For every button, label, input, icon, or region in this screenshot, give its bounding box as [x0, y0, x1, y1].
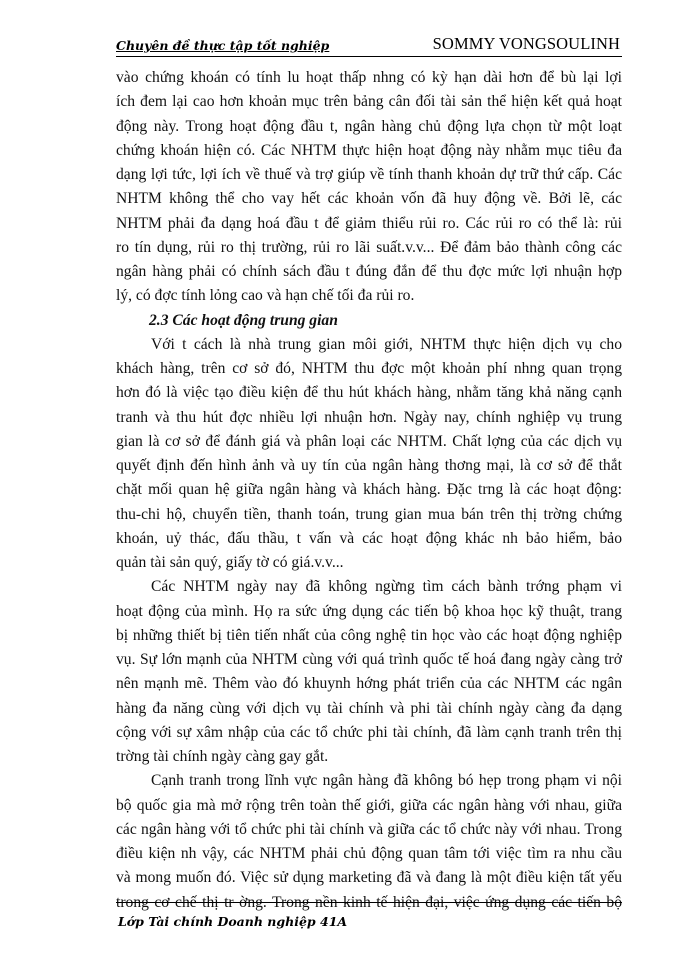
- text-line: bị những thiết bị tiên tiến nhất của công nghệ tin học vào các hoạt động nghiệp: [116, 626, 622, 644]
- text-line: chứng khoán hiện có. Các NHTM thực hiện hoạt động này nhằm mục tiêu đa: [116, 141, 622, 159]
- document-body: [116, 66, 622, 915]
- header-author-name: SOMMY VONGSOULINH: [432, 34, 620, 53]
- text-line: nên mạnh mẽ. Thêm vào đó khuynh hớng phát triển của các NHTM các ngân: [116, 675, 622, 693]
- text-line: ro tín dụng, rủi ro thị trường, rủi ro lãi suất.v.v... Để đảm bảo thành công các: [116, 238, 622, 256]
- text-line: khách hàng, trên cơ sở đó, NHTM thu đợc một khoản phí nhng quan trọng: [116, 360, 622, 377]
- text-line: quyết định đến hình ảnh và uy tín của ngân hàng thơng mại, là cơ sở để thắt: [116, 457, 622, 474]
- text-line: lý, có đợc tính lỏng cao và hạn chế tối đa rủi ro.: [116, 287, 415, 305]
- text-line: động này. Trong hoạt động đầu t, ngân hàng chủ động lựa chọn từ một loạt: [116, 117, 622, 135]
- text-line: hoạt động của mình. Họ ra sức ứng dụng các tiến bộ khoa học kỹ thuật, trang: [116, 602, 622, 620]
- text-line: trong cơ chế thị tr ờng. Trong nền kinh tế hiện đại, việc ứng dụng các tiến bộ: [116, 893, 622, 911]
- text-line: NHTM không thể cho vay hết các khoản vốn đã huy động về. Bởi lẽ, các: [116, 190, 622, 208]
- text-line: quản tài sản quý, giấy tờ có giá.v.v...: [116, 554, 344, 571]
- text-line: vào chứng khoán có tính lu hoạt thấp nhng có kỳ hạn dài hơn để bù lại lợi: [116, 69, 622, 86]
- header-report-title: Chuyên đề thực tập tốt nghiệp: [116, 38, 330, 53]
- text-line: trờng tài chính ngày càng gay gắt.: [116, 748, 329, 765]
- text-line: điều kiện nh vậy, các NHTM phải chủ động quan tâm tới việc tìm ra nhu cầu: [116, 845, 622, 862]
- text-line: chặt mối quan hệ giữa ngân hàng và khách hàng. Đặc trng là các hoạt động:: [116, 481, 622, 499]
- text-line: NHTM phải đa dạng hoá đầu t để giảm thiểu rủi ro. Các rủi ro có thể là: rủi: [116, 214, 622, 232]
- text-line: khoán, uỷ thác, đấu thầu, t vấn và các hoạt động khác nh bảo hiểm, bảo: [116, 529, 622, 547]
- text-line: thu-chi hộ, chuyển tiền, thanh toán, trung gian mua bán trên thị trờng chứng: [116, 505, 622, 523]
- text-line: và mong muốn đó. Việc sử dụng marketing đã và đang là một điều kiện tất yếu: [116, 869, 622, 887]
- text-line: hàng đa năng cùng với dịch vụ tài chính và phi tài chính ngày càng đa dạng: [116, 699, 622, 717]
- text-line: tranh và thu hút đợc nhiều lợi nhuận hơn. Ngày nay, chính nghiệp vụ trung: [116, 408, 622, 426]
- text-line: gian là cơ sở để đánh giá và phân loại các NHTM. Chất lợng của các dịch vụ: [116, 432, 622, 450]
- text-line: Cạnh tranh trong lĩnh vực ngân hàng đã không bó hẹp trong phạm vi nội: [151, 772, 622, 790]
- page-header: [116, 30, 622, 57]
- text-line: bộ quốc gia mà mở rộng trên toàn thế giới, giữa các ngân hàng với nhau, giữa: [116, 796, 622, 814]
- text-line: ngân hàng phải có chính sách đầu t đúng đắn để thu đợc mức lợi nhuận hợp: [116, 263, 622, 280]
- section-heading: 2.3 Các hoạt động trung gian: [149, 311, 338, 329]
- text-line: Với t cách là nhà trung gian môi giới, NHTM thực hiện dịch vụ cho: [151, 335, 622, 353]
- page-footer: Lớp Tài chính Doanh nghiệp 41A: [118, 914, 348, 929]
- text-line: hơn đó là việc tạo điều kiện để thu hút khách hàng, nhằm tăng khả năng cạnh: [116, 384, 622, 402]
- text-line: Các NHTM ngày nay đã không ngừng tìm cách bành trớng phạm vi: [151, 578, 622, 596]
- text-line: các ngân hàng với tổ chức phi tài chính và giữa các tổ chức này với nhau. Trong: [116, 820, 622, 838]
- text-line: dạng lợi tức, lợi ích về thuế và trợ giúp về tính thanh khoản dự trữ thứ cấp. Các: [116, 166, 622, 183]
- text-line: vụ. Sự lớn mạnh của NHTM cùng với quá trình quốc tế hoá đang ngày càng trở: [116, 651, 622, 668]
- text-line: ích đem lại cao hơn khoản mục trên bảng cân đối tài sản thể hiện kết quả hoạt: [116, 93, 622, 111]
- text-line: cộng với sự xâm nhập của các tổ chức phi tài chính, đã làm cạnh tranh trên thị: [116, 723, 622, 741]
- footer-divider: [116, 902, 622, 903]
